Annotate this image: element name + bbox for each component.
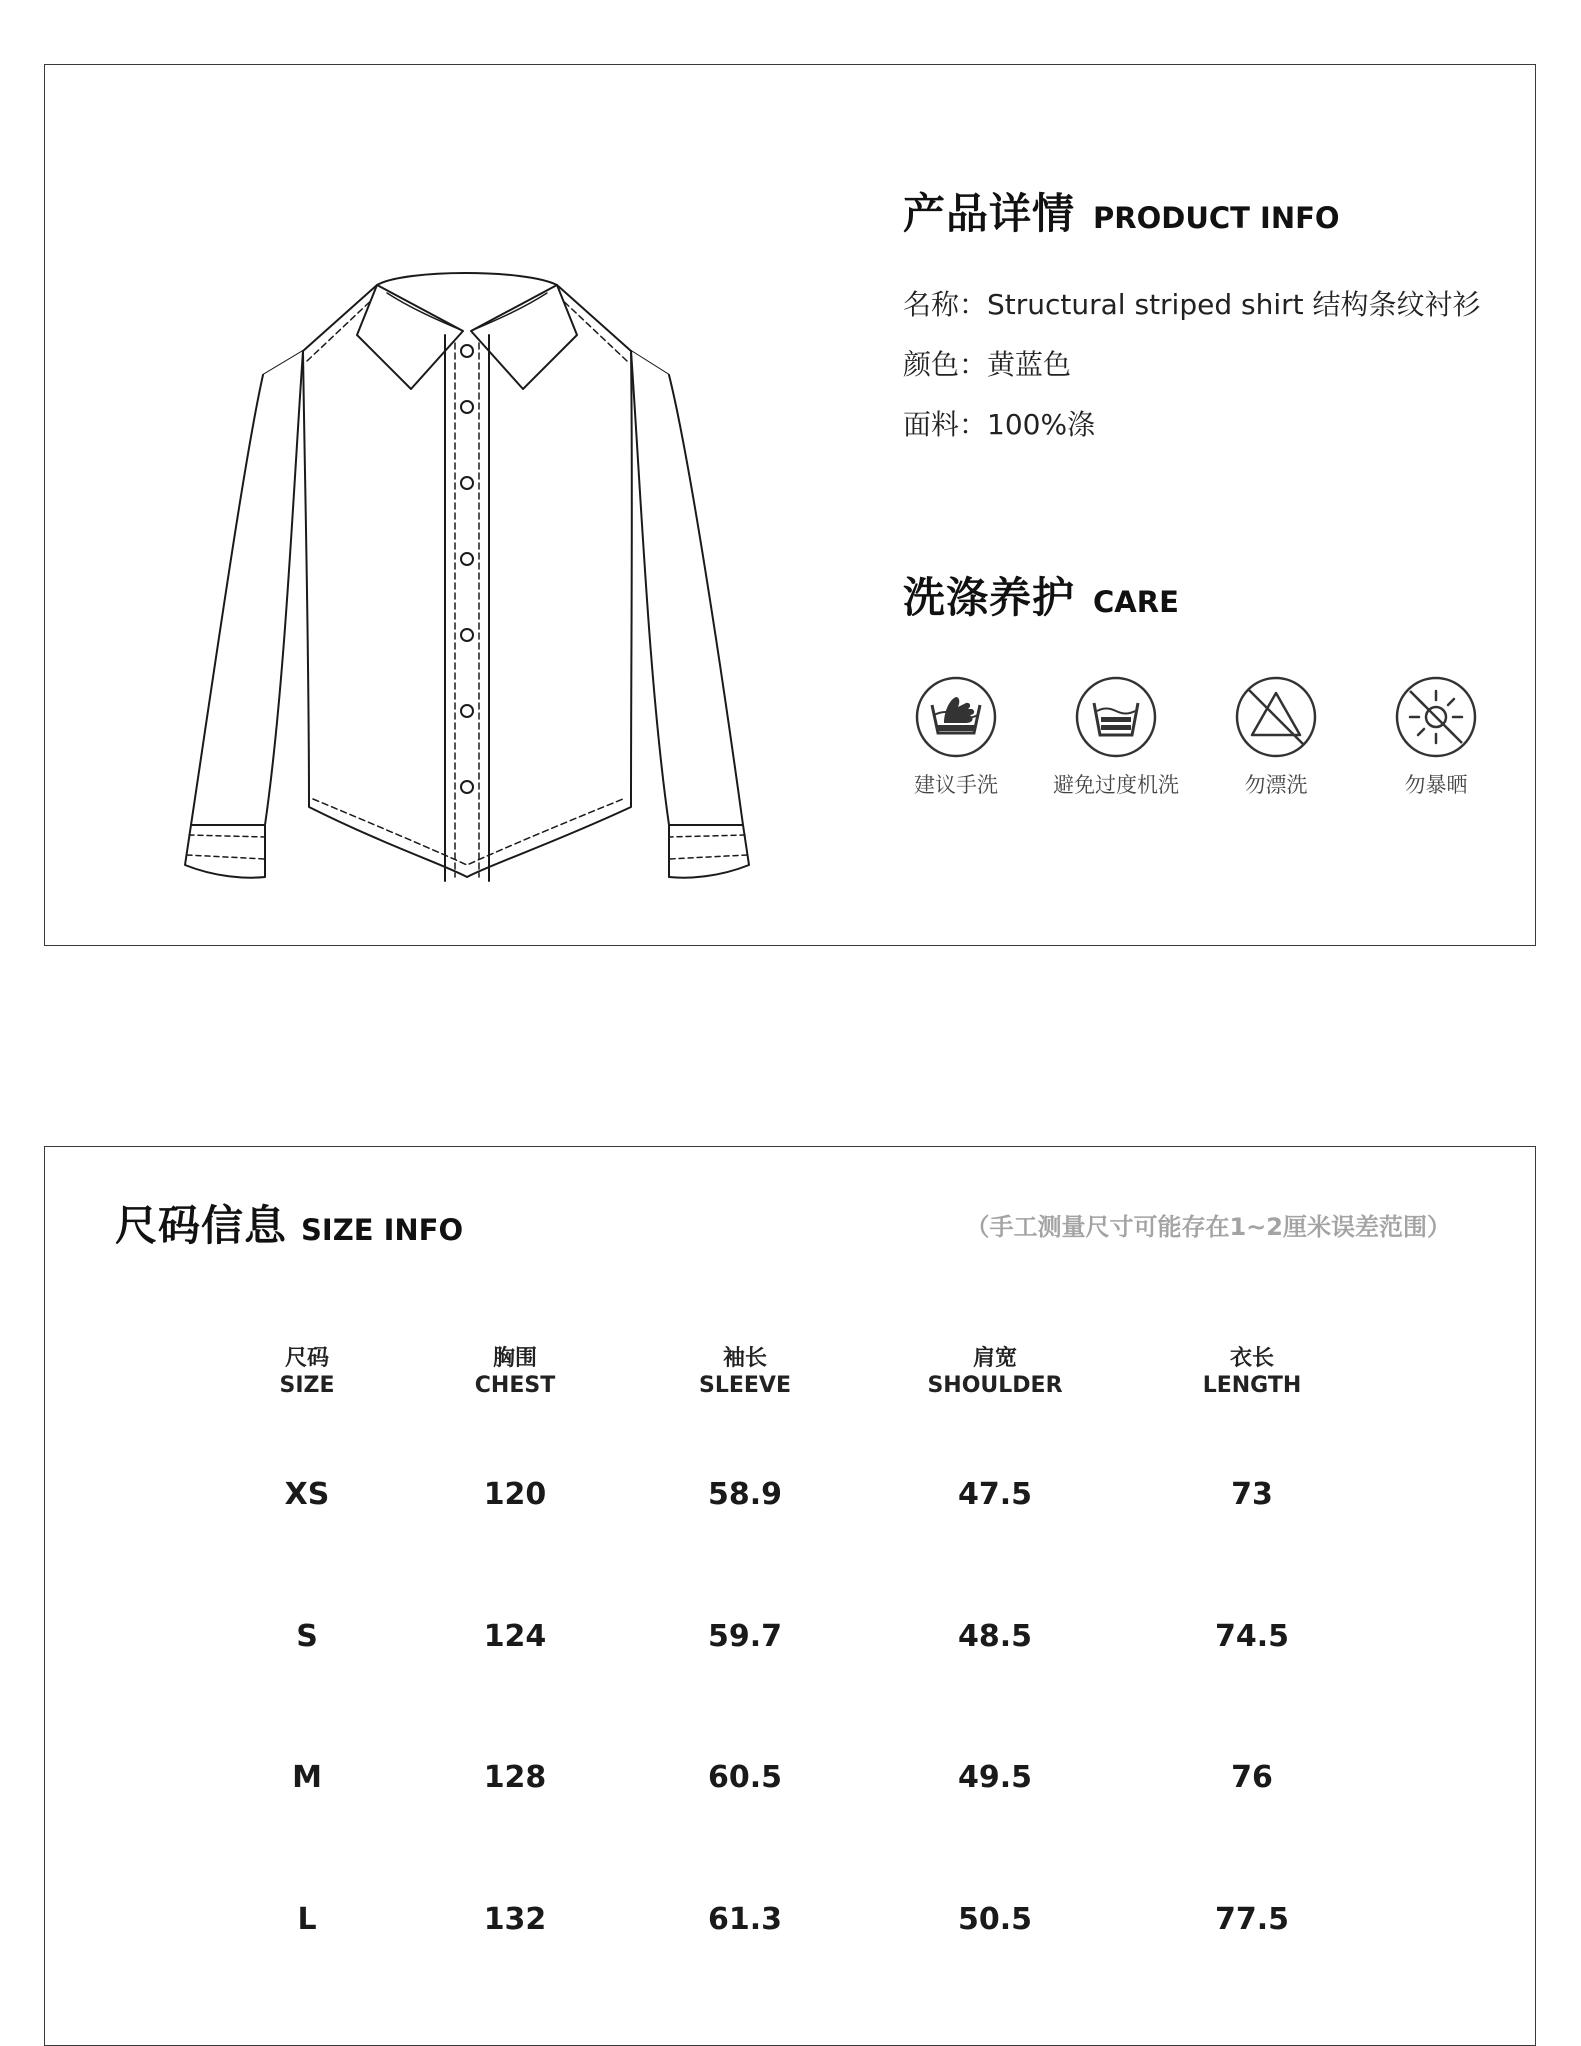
care-heading-en: CARE <box>1093 585 1179 619</box>
size-info-heading-cn: 尺码信息 <box>115 1201 288 1250</box>
column-header-cn: 胸围 <box>492 1346 537 1371</box>
cell-size: L <box>297 1902 317 1937</box>
cell-length: 76 <box>1231 1760 1273 1795</box>
column-header-en: SLEEVE <box>699 1373 791 1398</box>
hand-wash-icon <box>914 675 998 759</box>
product-info-heading <box>903 181 1503 241</box>
cell-shoulder: 48.5 <box>957 1619 1033 1654</box>
column-header-en: SHOULDER <box>927 1373 1063 1398</box>
column-header-cn: 衣长 <box>1229 1346 1274 1371</box>
machine-wash-icon <box>1074 675 1158 759</box>
care-label-no-sun-dry: 勿暴晒 <box>1404 773 1468 797</box>
cell-chest: 120 <box>483 1477 547 1512</box>
cell-length: 74.5 <box>1214 1619 1290 1654</box>
no-sun-dry-icon <box>1394 675 1478 759</box>
product-fabric: 面料：100%涤 <box>903 408 1096 441</box>
product-info-panel <box>44 64 1536 946</box>
cell-chest: 132 <box>483 1902 547 1937</box>
column-header-cn: 袖长 <box>722 1346 767 1371</box>
care-label-no-bleach: 勿漂洗 <box>1244 773 1308 797</box>
column-header-en: CHEST <box>474 1373 556 1398</box>
care-item-no-bleach <box>1201 675 1351 799</box>
column-header-en: LENGTH <box>1202 1373 1302 1398</box>
cell-size: XS <box>284 1477 330 1512</box>
column-header-chest <box>385 1345 645 1399</box>
cell-size: M <box>292 1760 322 1795</box>
care-heading <box>903 565 1179 625</box>
long-sleeve-shirt-icon <box>145 165 785 905</box>
column-header-length <box>1122 1345 1382 1399</box>
cell-length: 73 <box>1231 1477 1273 1512</box>
no-bleach-icon <box>1234 675 1318 759</box>
cell-shoulder: 49.5 <box>957 1760 1033 1795</box>
cell-sleeve: 61.3 <box>707 1902 783 1937</box>
care-item-no-sun-dry <box>1361 675 1511 799</box>
cell-sleeve: 60.5 <box>707 1760 783 1795</box>
column-header-cn: 肩宽 <box>972 1346 1017 1371</box>
size-info-heading-en: SIZE INFO <box>301 1213 464 1247</box>
product-info-heading-cn: 产品详情 <box>903 189 1076 238</box>
cell-size: S <box>296 1619 318 1654</box>
measurement-note: （手工测量尺寸可能存在1~2厘米误差范围） <box>965 1213 1451 1241</box>
column-header-en: SIZE <box>279 1373 335 1398</box>
cell-chest: 124 <box>483 1619 547 1654</box>
cell-sleeve: 59.7 <box>707 1619 783 1654</box>
column-header-sleeve <box>615 1345 875 1399</box>
care-item-hand-wash <box>881 675 1031 799</box>
product-name: 名称：Structural striped shirt 结构条纹衬衫 <box>903 288 1481 321</box>
cell-sleeve: 58.9 <box>707 1477 783 1512</box>
cell-shoulder: 50.5 <box>957 1902 1033 1937</box>
care-icon-list <box>881 675 1521 815</box>
care-item-machine-wash <box>1041 675 1191 799</box>
care-label-machine-wash: 避免过度机洗 <box>1053 773 1179 797</box>
product-info-heading-en: PRODUCT INFO <box>1093 201 1340 235</box>
cell-length: 77.5 <box>1214 1902 1290 1937</box>
product-details <box>903 181 1503 455</box>
size-info-panel <box>44 1146 1536 2046</box>
size-info-heading <box>115 1193 463 1253</box>
cell-chest: 128 <box>483 1760 547 1795</box>
care-label-hand-wash: 建议手洗 <box>914 773 998 797</box>
cell-shoulder: 47.5 <box>957 1477 1033 1512</box>
product-detail-list <box>903 275 1503 455</box>
care-heading-cn: 洗涤养护 <box>903 573 1076 622</box>
product-color: 颜色：黄蓝色 <box>903 348 1072 381</box>
column-header-shoulder <box>865 1345 1125 1399</box>
column-header-cn: 尺码 <box>284 1346 329 1371</box>
